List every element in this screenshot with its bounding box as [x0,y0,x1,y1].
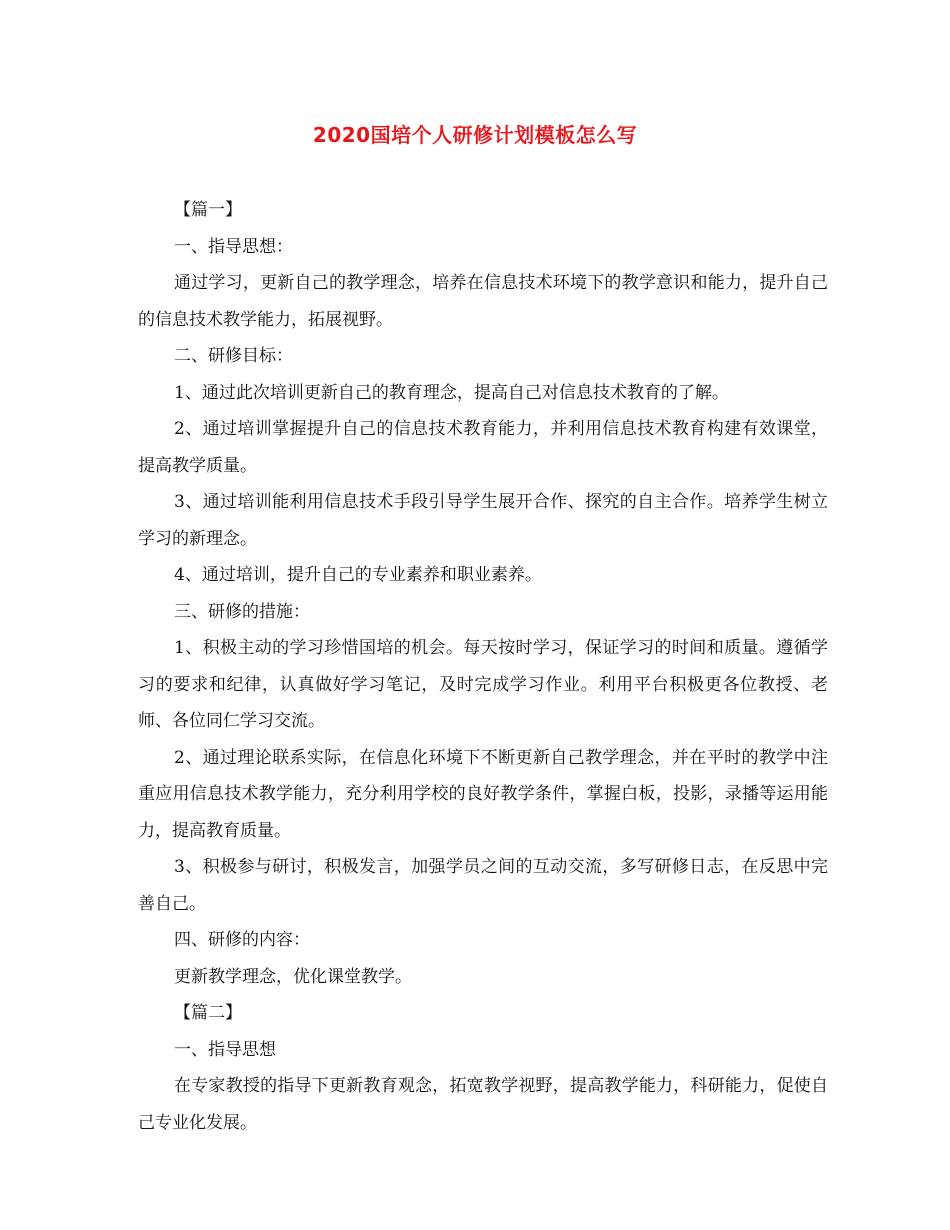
document-body [138,192,828,1141]
list-item: 2、通过理论联系实际，在信息化环境下不断更新自己教学理念，并在平时的教学中注重应用信息技术教学能力，充分利用学校的良好教学条件，掌握白板，投影，录播等运用能力，提高教育质量。 [138,747,828,841]
list-item: 1、通过此次培训更新自己的教育理念，提高自己对信息技术教育的了解。 [174,382,729,403]
paragraph: 通过学习，更新自己的教学理念，培养在信息技术环境下的教学意识和能力，提升自己的信息技术教学能力，拓展视野。 [138,273,828,330]
document-title: 2020国培个人研修计划模板怎么写 [312,123,638,147]
heading-research-goals: 二、研修目标： [174,346,293,366]
section-heading-part-1: 【篇一】 [174,200,242,220]
heading-guiding-thought: 一、指导思想： [174,236,293,257]
heading-research-content: 四、研修的内容： [174,930,310,950]
paragraph: 在专家教授的指导下更新教育观念，拓宽教学视野，提高教学能力，科研能力，促使自己专业化发展。 [138,1076,828,1133]
list-item: 4、通过培训，提升自己的专业素养和职业素养。 [174,565,542,585]
section-heading-part-2: 【篇二】 [174,1003,242,1023]
paragraph: 更新教学理念，优化课堂教学。 [174,966,412,987]
list-item: 2、通过培训掌握提升自己的信息技术教育能力，并利用信息技术教育构建有效课堂，提高教学质量。 [138,419,828,476]
list-item: 1、积极主动的学习珍惜国培的机会。每天按时学习，保证学习的时间和质量。遵循学习的要求和纪律，认真做好学习笔记，及时完成学习作业。利用平台积极更各位教授、老师、各位同仁学习交流。 [138,638,828,731]
list-item: 3、积极参与研讨，积极发言，加强学员之间的互动交流，多写研修日志，在反思中完善自己。 [138,857,828,914]
list-item: 3、通过培训能利用信息技术手段引导学生展开合作、探究的自主合作。培养学生树立学习的新理念。 [138,492,828,549]
heading-research-measures: 三、研修的措施： [174,601,310,622]
heading-guiding-thought: 一、指导思想 [174,1039,276,1060]
